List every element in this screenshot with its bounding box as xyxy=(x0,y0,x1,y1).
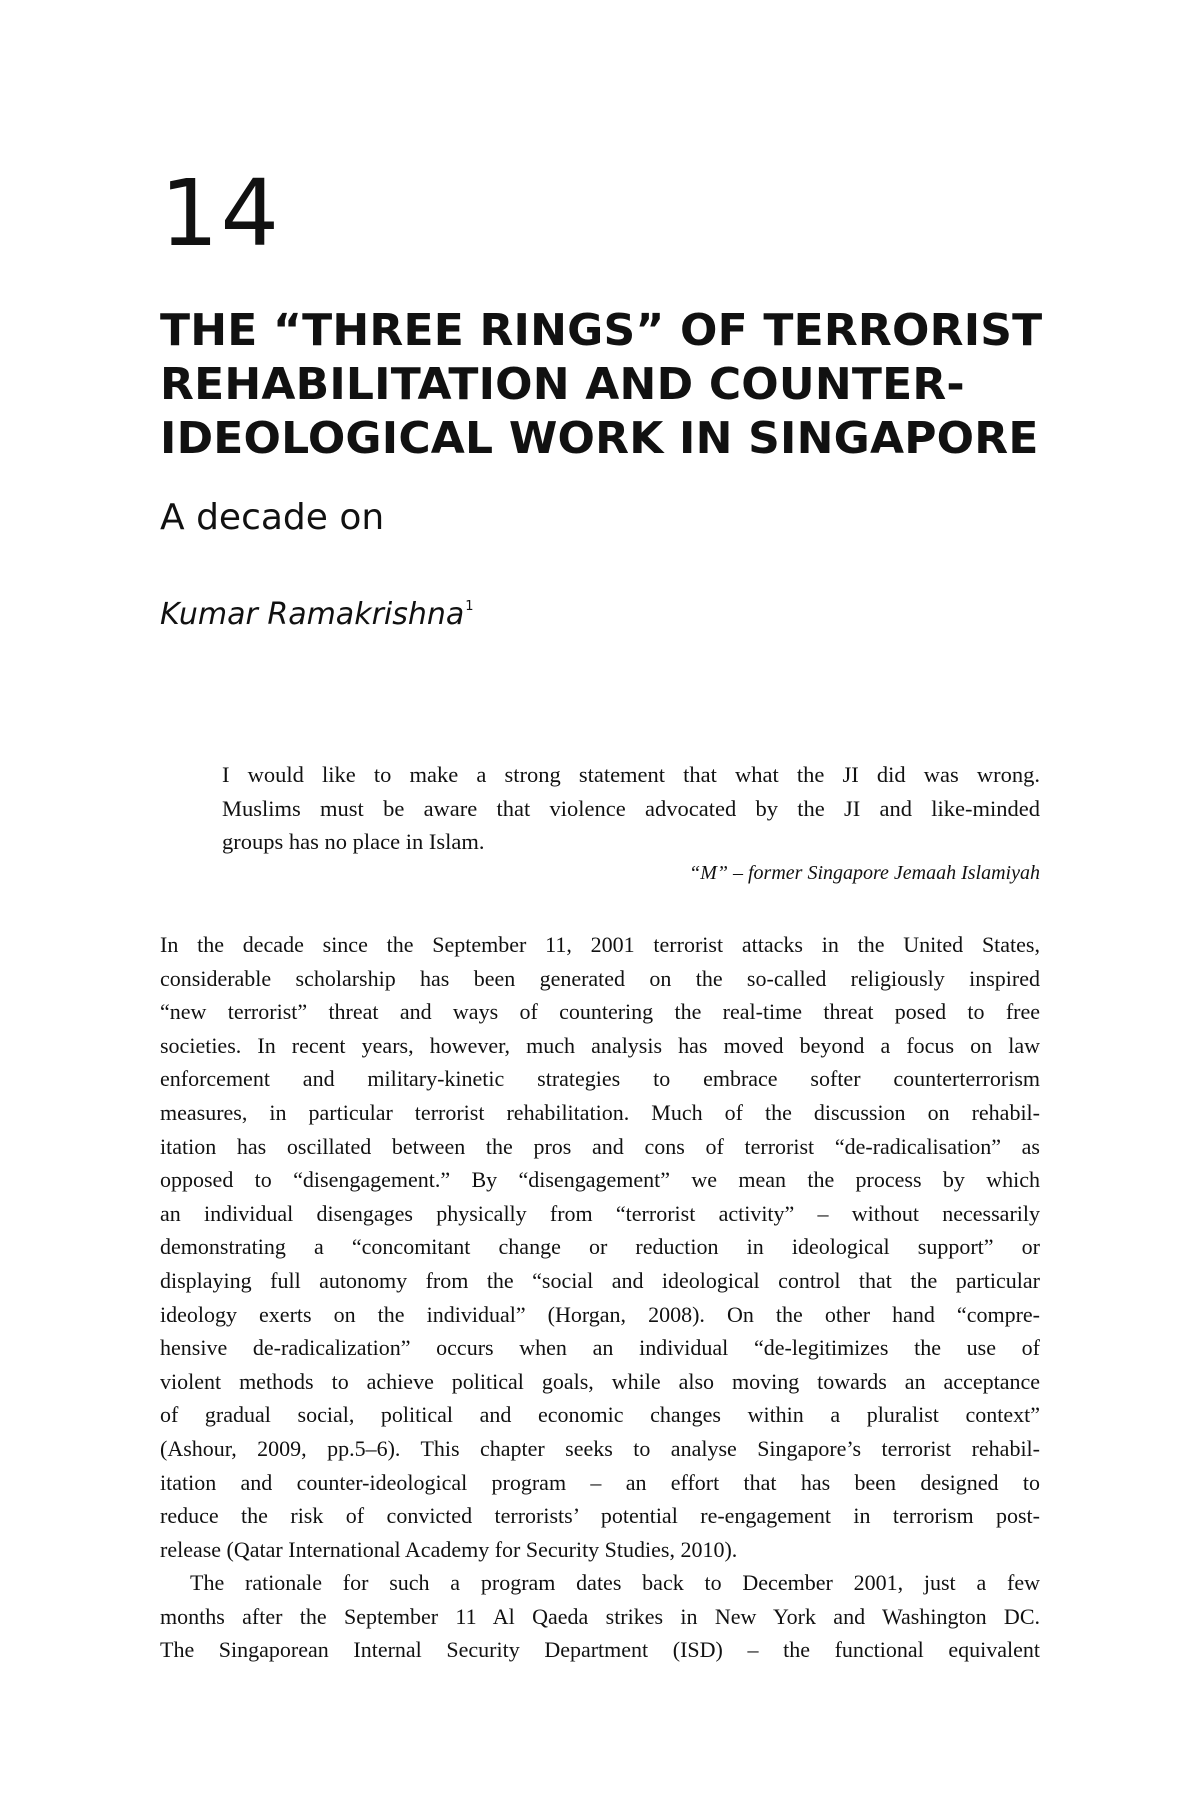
chapter-title-line: THE “THREE RINGS” OF TERRORIST xyxy=(160,305,1043,356)
body-line: societies. In recent years, however, much analysis has moved beyond a focus on law xyxy=(160,1032,1040,1058)
epigraph-line: I would like to make a strong statement that what the JI did was wrong. xyxy=(222,762,1040,787)
body-line: of gradual social, political and economic changes within a pluralist context” xyxy=(160,1402,1040,1428)
body-line: itation and counter-ideological program – an effort that has been designed to xyxy=(160,1469,1040,1495)
body-line: ideology exerts on the individual” (Horgan, 2008). On the other hand “compre- xyxy=(160,1301,1040,1327)
body-line: considerable scholarship has been generated on the so-called religiously inspired xyxy=(160,965,1040,991)
body-line: demonstrating a “concomitant change or reduction in ideological support” or xyxy=(160,1234,1040,1260)
body-line: release (Qatar International Academy for Security Studies, 2010). xyxy=(160,1536,738,1562)
body-line: violent methods to achieve political goals, while also moving towards an acceptance xyxy=(160,1368,1040,1394)
author-footnote-marker[interactable]: 1 xyxy=(465,599,474,614)
body-line: opposed to “disengagement.” By “disengagement” we mean the process by which xyxy=(160,1167,1040,1193)
body-line: enforcement and military-kinetic strategies to embrace softer counterterrorism xyxy=(160,1066,1040,1092)
body-line: itation has oscillated between the pros and cons of terrorist “de-radicalisation” as xyxy=(160,1133,1040,1159)
body-line: an individual disengages physically from “terrorist activity” – without necessarily xyxy=(160,1200,1040,1226)
body-line: months after the September 11 Al Qaeda strikes in New York and Washington DC. xyxy=(160,1603,1040,1629)
body-line: The Singaporean Internal Security Department (ISD) – the functional equivalent xyxy=(160,1637,1040,1663)
body-line: displaying full autonomy from the “social and ideological control that the particular xyxy=(160,1267,1040,1293)
body-line: reduce the risk of convicted terrorists’ potential re-engagement in terrorism post- xyxy=(160,1503,1040,1529)
chapter-title-line: REHABILITATION AND COUNTER- xyxy=(160,359,965,410)
author-name: Kumar Ramakrishna xyxy=(160,597,465,632)
author-line xyxy=(160,597,474,632)
epigraph-quote xyxy=(222,758,1040,859)
body-line: (Ashour, 2009, pp.5–6). This chapter seeks to analyse Singapore’s terrorist rehabil- xyxy=(160,1435,1040,1461)
body-line: In the decade since the September 11, 2001 terrorist attacks in the United States, xyxy=(160,932,1040,957)
chapter-number: 14 xyxy=(160,160,282,267)
chapter-subtitle: A decade on xyxy=(160,497,385,538)
body-line: measures, in particular terrorist rehabilitation. Much of the discussion on rehabil- xyxy=(160,1099,1040,1125)
body-text xyxy=(160,928,1040,1667)
epigraph-line: groups has no place in Islam. xyxy=(222,829,485,854)
body-line: The rationale for such a program dates back to December 2001, just a few xyxy=(190,1570,1040,1596)
body-line: “new terrorist” threat and ways of countering the real-time threat posed to free xyxy=(160,999,1040,1025)
epigraph-line: Muslims must be aware that violence advocated by the JI and like-minded xyxy=(222,795,1040,821)
chapter-title-line: IDEOLOGICAL WORK IN SINGAPORE xyxy=(160,413,1039,464)
chapter-title xyxy=(160,304,1060,466)
body-line: hensive de-radicalization” occurs when an individual “de-legitimizes the use of xyxy=(160,1335,1040,1361)
epigraph-attribution: “M” – former Singapore Jemaah Islamiyah xyxy=(689,862,1040,884)
